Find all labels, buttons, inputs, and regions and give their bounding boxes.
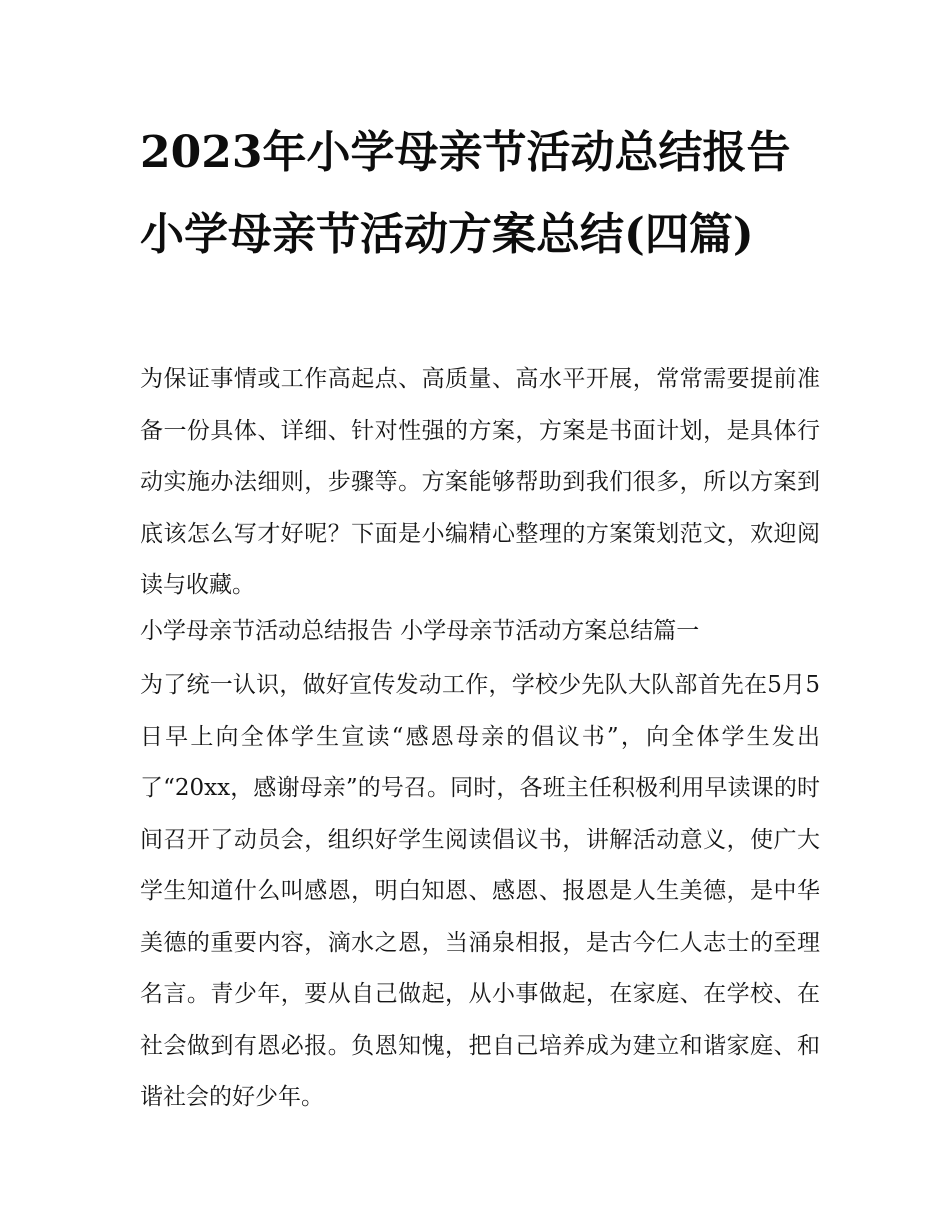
section-heading: 小学母亲节活动总结报告 小学母亲节活动方案总结篇一 — [140, 618, 700, 644]
intro-paragraph: 为保证事情或工作高起点、高质量、高水平开展，常常需要提前准备一份具体、详细、针对性强的方案，方案是书面计划，是具体行动实施办法细则，步骤等。方案能够帮助到我们很多，所以方案到底该怎么写才好呢？下面是小编精心整理的方案策划范文，欢迎阅读与收藏。 — [140, 366, 820, 598]
document-title: 2023年小学母亲节活动总结报告 小学母亲节活动方案总结(四篇) — [140, 127, 791, 260]
content-paragraph: 为了统一认识，做好宣传发动工作，学校少先队大队部首先在5月5日早上向全体学生宣读“感恩母亲的倡议书”，向全体学生发出了“20xx，感谢母亲”的号召。同时，各班主任积极利用早读课的时间召开了动员会，组织好学生阅读倡议书，讲解活动意义，使广大学生知道什么叫感恩，明白知恩、感恩、报恩是人生美德，是中华美德的重要内容，滴水之恩，当涌泉相报，是古今仁人志士的至理名言。青少年，要从自己做起，从小事做起，在家庭、在学校、在社会做到有恩必报。负恩知愧，把自己培养成为建立和谐家庭、和谐社会的好少年。 — [140, 672, 820, 1110]
